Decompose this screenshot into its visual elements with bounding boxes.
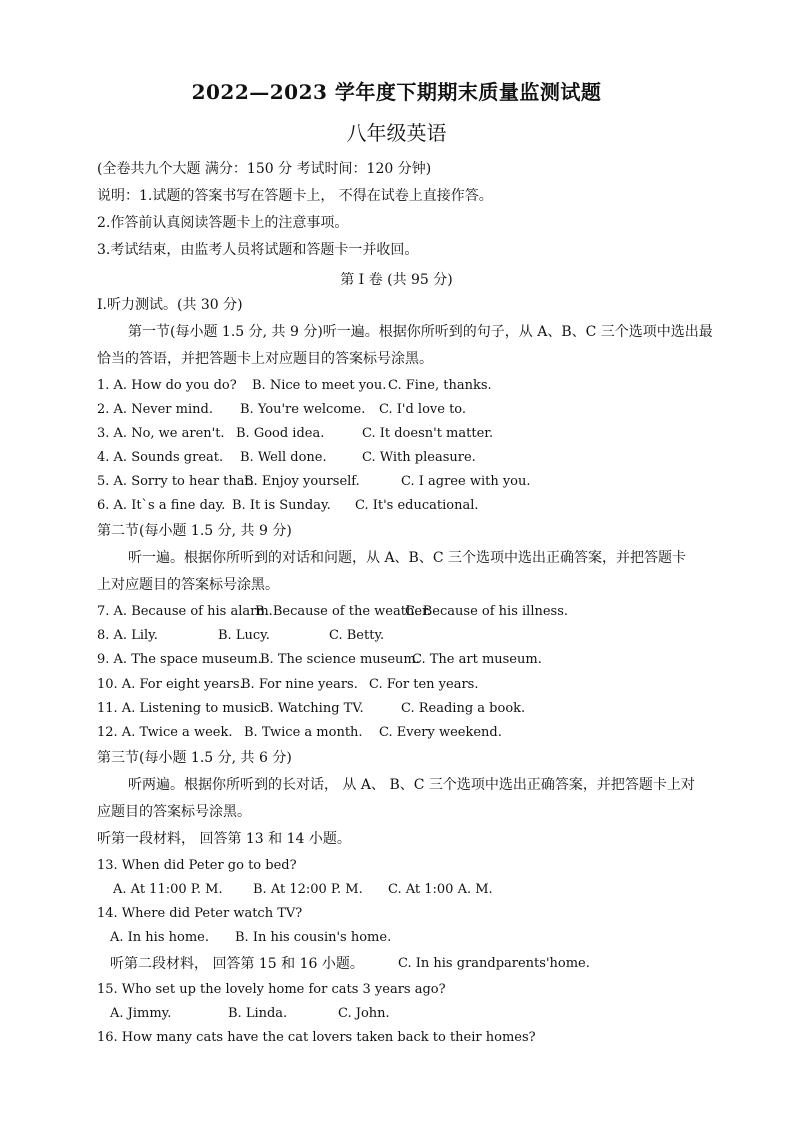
q11-option-b: B. Watching TV. (260, 701, 364, 716)
q15-option-a: A. Jimmy. (110, 1006, 172, 1021)
q6-option-b: B. It is Sunday. (232, 498, 331, 513)
q9-option-a: 9. A. The space museum. (97, 652, 262, 667)
section1-instruction-2: 恰当的答语，并把答题卡上对应题目的答案标号涂黑。 (97, 351, 433, 367)
q1-option-a: 1. A. How do you do? (97, 378, 237, 393)
q5-option-a: 5. A. Sorry to hear that. (97, 474, 254, 489)
exam-title: 2022—2023 学年度下期期末质量监测试题 (191, 80, 602, 104)
q14-stem: 14. Where did Peter watch TV? (97, 906, 303, 921)
q12-option-b: B. Twice a month. (244, 725, 363, 740)
q3-option-c: C. It doesn't matter. (362, 426, 494, 441)
material-1-instruction: 听第一段材料， 回答第 13 和 14 小题。 (97, 831, 351, 847)
q14-option-b: B. In his cousin's home. (235, 930, 392, 945)
q13-option-c: C. At 1:00 A. M. (388, 882, 493, 897)
q11-option-c: C. Reading a book. (401, 701, 526, 716)
section2-title: 第二节(每小题 1.5 分, 共 9 分) (97, 523, 292, 539)
q12-option-a: 12. A. Twice a week. (97, 725, 233, 740)
q7-option-b: B. Because of the weather. (255, 604, 431, 619)
q7-option-a: 7. A. Because of his alarm. (97, 604, 273, 619)
q16-stem: 16. How many cats have the cat lovers taken back to their homes? (97, 1030, 536, 1045)
q13-stem: 13. When did Peter go to bed? (97, 858, 297, 873)
q15-stem: 15. Who set up the lovely home for cats 3 years ago? (97, 982, 446, 997)
volume-title: 第 I 卷 (共 95 分) (340, 272, 453, 288)
q8-option-c: C. Betty. (329, 628, 385, 643)
q13-option-b: B. At 12:00 P. M. (253, 882, 363, 897)
q2-option-c: C. I'd love to. (379, 402, 467, 417)
q3-option-a: 3. A. No, we aren't. (97, 426, 225, 441)
part1-title: I.听力测试。(共 30 分) (97, 297, 243, 313)
section2-instruction-1: 听一遍。根据你所听到的对话和问题，从 A、B、C 三个选项中选出正确答案，并把答题卡 (128, 550, 687, 566)
q14-option-a: A. In his home. (110, 930, 209, 945)
q8-option-a: 8. A. Lily. (97, 628, 158, 643)
q15-option-b: B. Linda. (228, 1006, 288, 1021)
q10-option-a: 10. A. For eight years. (97, 677, 244, 692)
section1-instruction-1: 第一节(每小题 1.5 分, 共 9 分)听一遍。根据你所听到的句子，从 A、B、C 三个选项中选出最 (128, 324, 713, 340)
q10-option-c: C. For ten years. (369, 677, 479, 692)
q1-option-c: C. Fine, thanks. (388, 378, 492, 393)
section3-instruction-1: 听两遍。根据你所听到的长对话， 从 A、 B、C 三个选项中选出正确答案，并把答题卡上对 (128, 777, 695, 793)
q4-option-b: B. Well done. (240, 450, 327, 465)
q4-option-c: C. With pleasure. (362, 450, 476, 465)
q5-option-c: C. I agree with you. (401, 474, 531, 489)
q10-option-b: B. For nine years. (241, 677, 358, 692)
exam-subtitle: 八年级英语 (346, 121, 447, 145)
q9-option-c: C. The art museum. (412, 652, 542, 667)
note-1: 说明：1.试题的答案书写在答题卡上， 不得在试卷上直接作答。 (97, 188, 493, 204)
q2-option-a: 2. A. Never mind. (97, 402, 213, 417)
q12-option-c: C. Every weekend. (379, 725, 502, 740)
q13-option-a: A. At 11:00 P. M. (113, 882, 223, 897)
exam-meta: (全卷共九个大题 满分：150 分 考试时间：120 分钟) (97, 161, 432, 177)
q2-option-b: B. You're welcome. (240, 402, 366, 417)
q3-option-b: B. Good idea. (236, 426, 325, 441)
q9-option-b: B. The science museum. (260, 652, 420, 667)
section3-instruction-2: 应题目的答案标号涂黑。 (97, 804, 251, 820)
note-3: 3.考试结束，由监考人员将试题和答题卡一并收回。 (97, 242, 419, 258)
q14-option-c: C. In his grandparents'home. (398, 956, 590, 971)
material-2-instruction: 听第二段材料， 回答第 15 和 16 小题。 (110, 956, 364, 972)
q1-option-b: B. Nice to meet you. (252, 378, 387, 393)
q8-option-b: B. Lucy. (218, 628, 270, 643)
q4-option-a: 4. A. Sounds great. (97, 450, 224, 465)
section2-instruction-2: 上对应题目的答案标号涂黑。 (97, 577, 279, 593)
q7-option-c: C. Because of his illness. (405, 604, 569, 619)
q15-option-c: C. John. (338, 1006, 390, 1021)
note-2: 2.作答前认真阅读答题卡上的注意事项。 (97, 215, 349, 231)
q6-option-a: 6. A. It`s a fine day. (97, 498, 226, 513)
q11-option-a: 11. A. Listening to music. (97, 701, 266, 716)
q5-option-b: B. Enjoy yourself. (244, 474, 360, 489)
section3-title: 第三节(每小题 1.5 分, 共 6 分) (97, 750, 292, 766)
q6-option-c: C. It's educational. (355, 498, 479, 513)
